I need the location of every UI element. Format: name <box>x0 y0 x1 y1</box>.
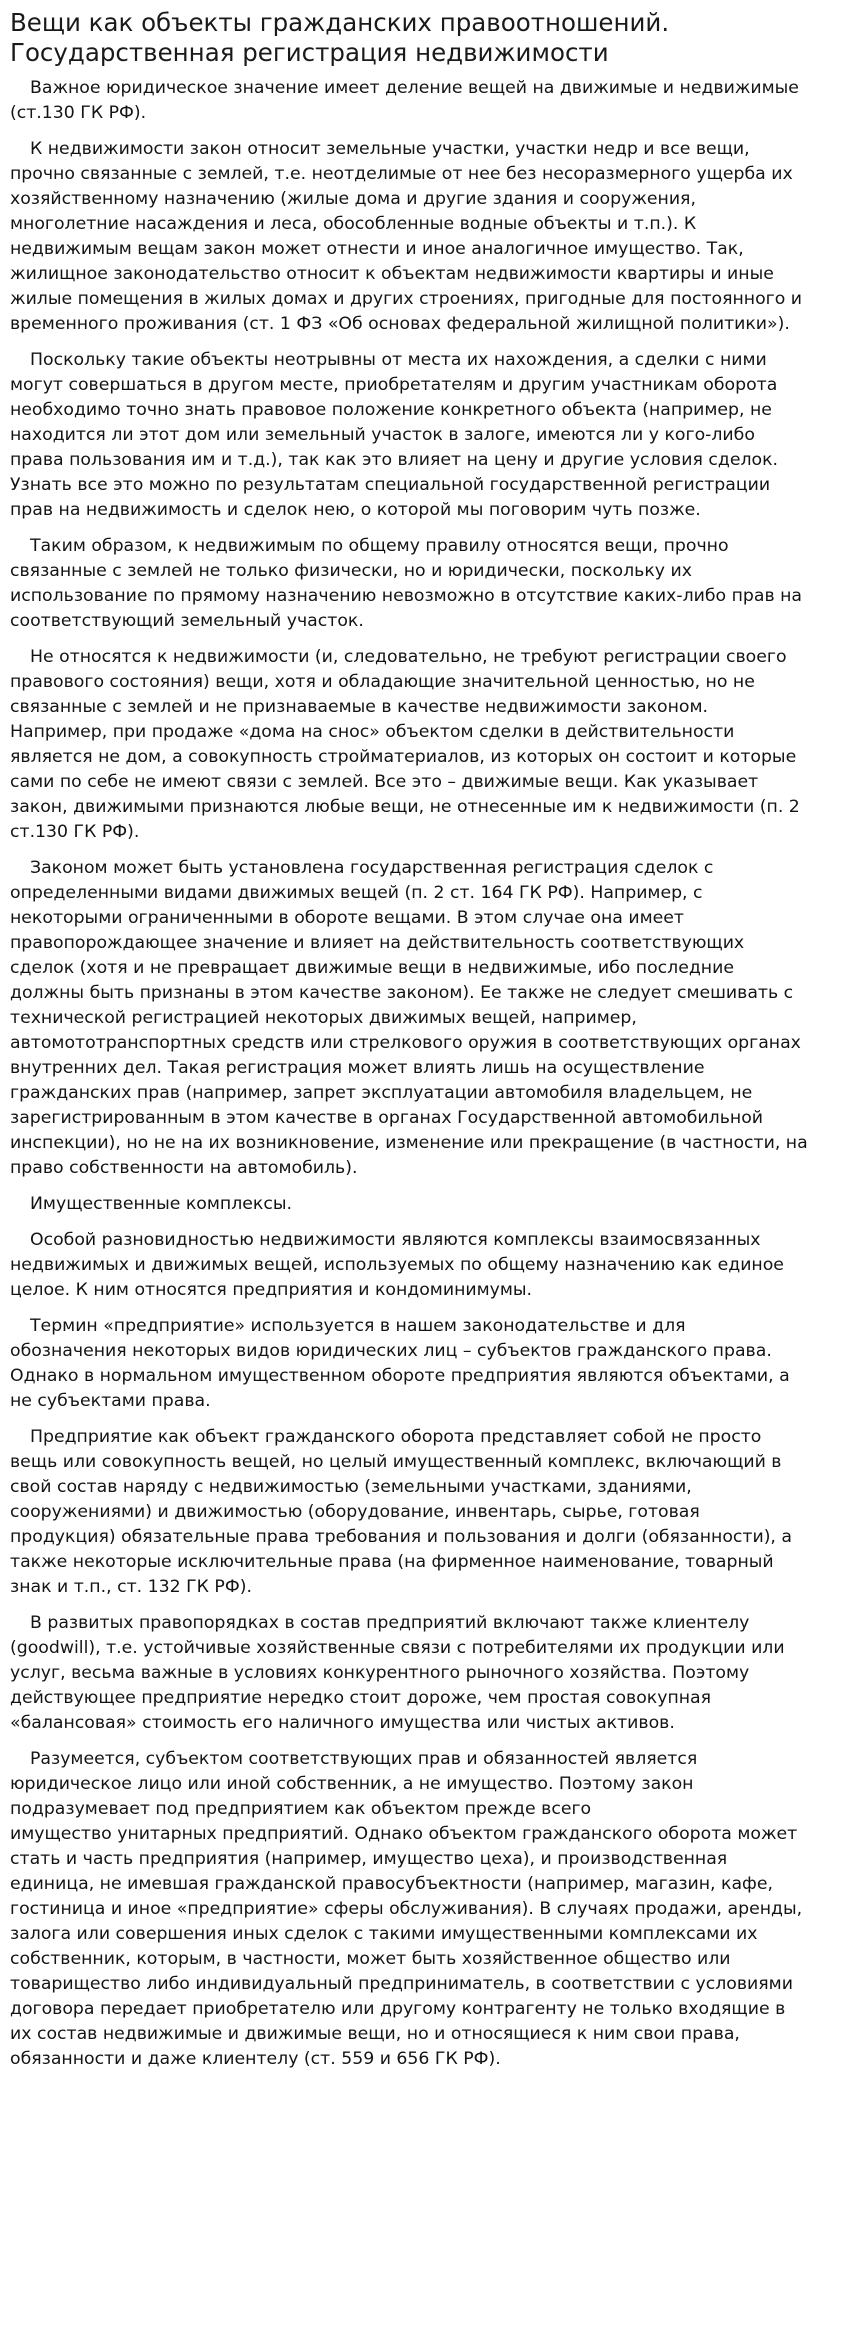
paragraph-6: Законом может быть установлена государственная регистрация сделок с определенными видами движимых вещей (п. 2 ст. 164 ГК РФ). Например, с некоторыми ограниченными в обороте вещами. В этом случае она имеет правопорождающее значение и влияет на действительность соответствующих сделок (хотя и не превращает движимые вещи в недвижимые, ибо последние должны быть признаны в этом качестве законом). Ее также не следует смешивать с технической регистрацией некоторых движимых вещей, например, автомототранспортных средств или стрелкового оружия в соответствующих органах внутренних дел. Такая регистрация может влиять лишь на осуществление гражданских прав (например, запрет эксплуатации автомобиля владельцем, не зарегистрированным в этом качестве в органах Государственной автомобильной инспекции), но не на их возникновение, изменение или прекращение (в частности, на право собственности на автомобиль). <box>10 858 808 1178</box>
page-title: Вещи как объекты гражданских правоотношений. Государственная регистрация недвижимости <box>10 8 670 67</box>
paragraph-2: К недвижимости закон относит земельные участки, участки недр и все вещи, прочно связанные с землей, т.е. неотделимые от нее без несоразмерного ущерба их хозяйственному назначению (жилые дома и другие здания и сооружения, многолетние насаждения и леса, обособленные водные объекты и т.п.). К недвижимым вещам закон может отнести и иное аналогичное имущество. Так, жилищное законодательство относит к объектам недвижимости квартиры и иные жилые помещения в жилых домах и других строениях, пригодные для постоянного и временного проживания (ст. 1 ФЗ «Об основах федеральной жилищной политики»). <box>10 139 803 334</box>
paragraph-12: Разумеется, субъектом соответствующих прав и обязанностей является юридическое лицо или иной собственник, а не имущество. Поэтому закон подразумевает под предприятием как объектом прежде всего имущество унитарных предприятий. Однако объектом гражданского оборота может стать и часть предприятия (например, имущество цеха), и производственная единица, не имевшая гражданской правосубъектности (например, магазин, кафе, гостиница и иное «предприятие» сферы обслуживания). В случаях продажи, аренды, залога или совершения иных сделок с такими имущественными комплексами их собственник, которым, в частности, может быть хозяйственное общество или товарищество либо индивидуальный предприниматель, в соответствии с условиями договора передает приобретателю или другому контрагенту не только входящие в их состав недвижимые и движимые вещи, но и относящиеся к ним свои права, обязанности и даже клиентелу (ст. 559 и 656 ГК РФ). <box>10 1749 803 2069</box>
paragraph-9: Термин «предприятие» используется в нашем законодательстве и для обозначения некоторых видов юридических лиц – субъектов гражданского права. Однако в нормальном имущественном обороте предприятия являются объектами, а не субъектами права. <box>10 1316 790 1411</box>
article-body <box>10 76 837 2072</box>
section-heading-property-complexes: Имущественные комплексы. <box>30 1194 292 1214</box>
paragraph-3: Поскольку такие объекты неотрывны от места их нахождения, а сделки с ними могут совершаться в другом месте, приобретателям и другим участникам оборота необходимо точно знать правовое положение конкретного объекта (например, не находится ли этот дом или земельный участок в залоге, имеются ли у кого-либо права пользования им и т.д.), так как это влияет на цену и другие условия сделок. Узнать все это можно по результатам специальной государственной регистрации прав на недвижимость и сделок нею, о которой мы поговорим чуть позже. <box>10 350 778 520</box>
paragraph-11: В развитых правопорядках в состав предприятий включают также клиентелу (goodwill), т.е. устойчивые хозяйственные связи с потребителями их продукции или услуг, весьма важные в условиях конкурентного рыночного хозяйства. Поэтому действующее предприятие нередко стоит дороже, чем простая совокупная «балансовая» стоимость его наличного имущества или чистых активов. <box>10 1613 785 1733</box>
paragraph-4: Таким образом, к недвижимым по общему правилу относятся вещи, прочно связанные с землей не только физически, но и юридически, поскольку их использование по прямому назначению невозможно в отсутствие каких-либо прав на соответствующий земельный участок. <box>10 536 803 631</box>
paragraph-10: Предприятие как объект гражданского оборота представляет собой не просто вещь или совокупность вещей, но целый имущественный комплекс, включающий в свой состав наряду с недвижимостью (земельными участками, зданиями, сооружениями) и движимостью (оборудование, инвентарь, сырье, готовая продукция) обязательные права требования и пользования и долги (обязанности), а также некоторые исключительные права (на фирменное наименование, товарный знак и т.п., ст. 132 ГК РФ). <box>10 1427 793 1597</box>
paragraph-5: Не относятся к недвижимости (и, следовательно, не требуют регистрации своего правового состояния) вещи, хотя и обладающие значительной ценностью, но не связанные с землей и не признаваемые в качестве недвижимости законом. Например, при продаже «дома на снос» объектом сделки в действительности является не дом, а совокупность стройматериалов, из которых он состоит и которые сами по себе не имеют связи с землей. Все это – движимые вещи. Как указывает закон, движимыми признаются любые вещи, не отнесенные им к недвижимости (п. 2 ст.130 ГК РФ). <box>10 647 800 842</box>
paragraph-8: Особой разновидностью недвижимости являются комплексы взаимосвязанных недвижимых и движимых вещей, используемых по общему назначению как единое целое. К ним относятся предприятия и кондоминимумы. <box>10 1230 784 1300</box>
paragraph-1: Важное юридическое значение имеет деление вещей на движимые и недвижимые (ст.130 ГК РФ). <box>10 78 799 123</box>
